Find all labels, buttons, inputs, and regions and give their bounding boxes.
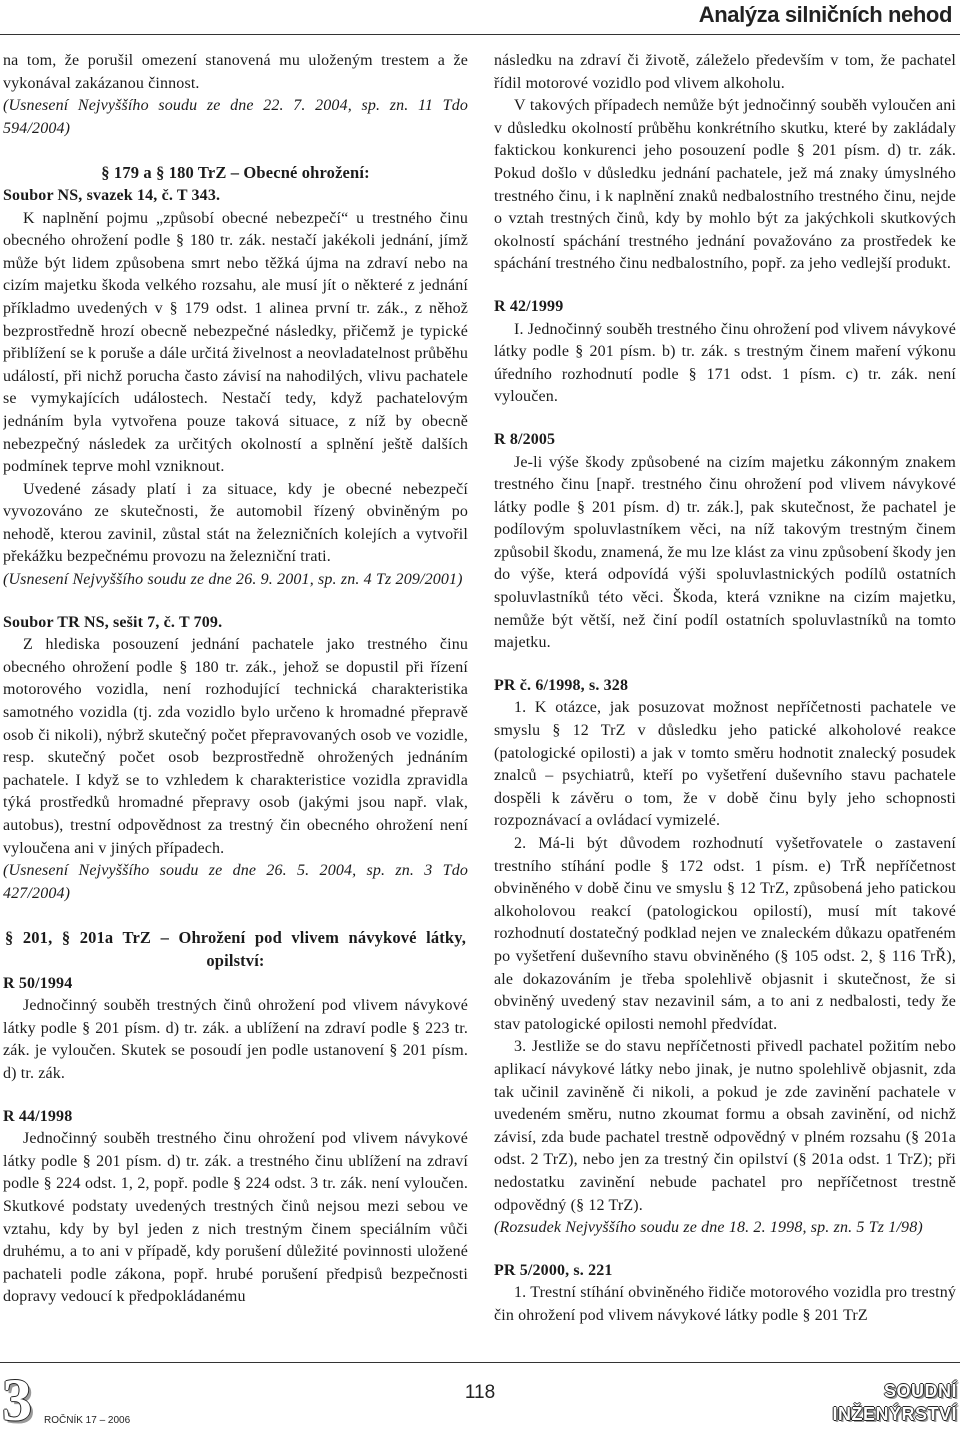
journal-title-line-2: INŽENÝRSTVÍ: [832, 1404, 957, 1424]
volume-label: ROČNÍK 17 – 2006: [44, 1415, 131, 1426]
section-heading: § 201, § 201a TrZ – Ohrožení pod vlivem návykové látky, opilství:: [5, 928, 466, 970]
citation: (Usnesení Nejvyššího soudu ze dne 26. 9. 2001, sp. zn. 4 Tz 209/2001): [3, 571, 463, 589]
paragraph: 3. Jestliže se do stavu nepříčetnosti přivedl pachatel požitím nebo aplikací návykové látky nebo jinak, je nutno spolehlivě objasnit, zda tak učinil zaviněně či nikoli, a pokud je zde zavinění pachatele v uvedeném směru, nutno zkoumat formu a obsah zavinění, od nichž závisí, zda bude pachatel trestně odpovědný v plném rozsahu (§ 201a odst. 2 TrZ), nebo jen za trestný čin opilství (§ 201a odst. 1 TrZ); při nedostatku zavinění nebude pachatel pro nepříčetnost trestně odpovědný (§ 12 TrZ).: [494, 1038, 956, 1214]
paragraph: 1. Trestní stíhání obviněného řidiče motorového vozidla pro trestný čin ohrožení pod vlivem návykové látky podle § 201 TrZ: [494, 1284, 956, 1324]
paragraph: 1. K otázce, jak posuzovat možnost nepříčetnosti pachatele ve smyslu § 12 TrZ v důsledku jeho patické alkoholové reakce (patologické opilosti) a jak v tomto směru hodnotit znalecký posudek znalců – psychiatrů, kteří po vyšetření duševního stavu pachatele dospěli k závěru o tom, že v době činu byly jeho schopnosti rozpoznávací a ovládací vymizelé.: [494, 699, 956, 830]
paragraph: 2. Má-li být důvodem rozhodnutí vyšetřovatele o zastavení trestního stíhání podle § 172 odst. 1 písm. e) TrŘ nepříčetnost obviněného v době činu ve smyslu § 12 TrZ, způsobená jeho patickou alkoholovou reakcí (patologickou opilostí), musí mít takové rozhodnutí dostatečný podklad nejen ve znaleckém důkazu opatřeném po vyšetření duševního stavu obviněného (§ 105 odst. 2, § 116 TrŘ), ale dokazováním je třeba spolehlivě objasnit i skutečnost, že si obviněný uvedený stav nezavinil sám, a to ani z nedbalosti, tedy že stav patologické opilosti nemohl předvídat.: [494, 835, 956, 1033]
header-rule: [0, 34, 960, 35]
source-heading: Soubor TR NS, sešit 7, č. T 709.: [3, 613, 223, 631]
source-heading: R 42/1999: [494, 297, 564, 315]
paragraph: I. Jednočinný souběh trestného činu ohrožení pod vlivem návykové látky podle § 201 písm. b) tr. zák. s trestným činem maření výkonu úředního rozhodnutí podle § 171 odst. 1 písm. c) tr. zák. není vyloučen.: [494, 320, 956, 406]
paragraph: K naplnění pojmu „způsobí obecné nebezpečí“ u trestného činu obecného ohrožení podle § 180 tr. zák. nestačí jakékoli jednání, jímž může být lidem způsobena smrt nebo těžká újma na zdraví nebo na cizím majetku škoda velkého rozsahu, ale musí jít o některé z jednání příkladmo uvedených v § 179 odst. 1 alinea první tr. zák., z něhož bezprostředně hrozí obecně nebezpečné následky, přičemž je typické přiblížení se k poruše a dále určitá živelnost a neovladatelnost průběhu událostí, při nichž porucha často závisí na nahodilých, vlivu pachatele se vymykajících událostech. Nestačí tedy, když pachatelovým jednáním byla vytvořena pouze taková situace, z níž by obecně nebezpečný následek za určitých okolností a splnění ještě dalších podmínek teprve mohl vzniknout.: [3, 209, 468, 476]
section-heading: § 179 a § 180 TrZ – Obecné ohrožení:: [101, 163, 370, 183]
journal-title: [832, 1380, 957, 1426]
source-heading: PR č. 6/1998, s. 328: [494, 676, 629, 694]
paragraph: Je-li výše škody způsobené na cizím majetku zákonným znakem trestného činu [např. trestného činu ohrožení pod vlivem návykové látky podle § 201 písm. d) tr. zák.], pak skutečnost, že pachatel je podílovým spoluvlastníkem věci, na níž takovým trestným činem způsobil škodu, znamená, že mu lze klást za vinu způsobení škody jen do výše, která odpovídá výši spoluvlastnických podílů ostatních spoluvlastníků této věci. Škoda, která vznikne na cizím majetku, nemůže být větší, než činí podíl ostatních spoluvlastníků na tomto majetku.: [494, 453, 956, 652]
source-heading: R 44/1998: [3, 1107, 73, 1125]
paragraph: Jednočinný souběh trestného činu ohrožení pod vlivem návykové látky podle § 201 písm. d) tr. zák. a trestného činu ublížení na zdraví podle § 224 odst. 1, 2, popř. podle § 224 odst. 3 tr. zák. není vyloučen. Skutkové podstaty uvedených trestných činů nejsou mezi sebou ve vztahu, kdy by byl jeden z nich trestným činem speciálním vůči druhému, a to ani v případě, kdy porušení důležité povinnosti uložené pachateli podle zákona, popř. hrubé porušení předpisů bezpečnosti dopravy vedoucí k předpokládanému: [3, 1130, 468, 1306]
citation: (Usnesení Nejvyššího soudu ze dne 22. 7. 2004, sp. zn. 11 Tdo 594/2004): [3, 97, 468, 137]
paragraph: V takových případech nemůže být jednočinný souběh vyloučen ani v důsledku okolností průběhu konkrétního skutku, které by zakládaly faktickou konkurenci jeho posouzení podle § 201 písm. d) tr. zák. Pokud došlo v důsledku jednání pachatele, jež má znaky úmyslného trestného činu, i k naplnění znaků nedbalostního trestného činu, nejde o vztah trestných činů, kdy by mohlo být za jakýchkoli skutkových okolností spáchání trestného jednání považováno za prostředek ke spáchání trestného činu nedbalostního, popř. za jeho vedlejší produkt.: [494, 97, 956, 273]
source-heading: Soubor NS, svazek 14, č. T 343.: [3, 186, 221, 204]
right-column: [494, 50, 956, 1327]
paragraph: Uvedené zásady platí i za situace, kdy je obecné nebezpečí vyvozováno ze skutečnosti, že automobil řízený obviněným po nehodě, kterou zavinil, zůstal stát na železničních kolejích a vytvořil překážku bezpečnému provozu na železniční trati.: [3, 480, 468, 566]
left-column: [3, 50, 468, 1309]
source-heading: PR 5/2000, s. 221: [494, 1261, 613, 1279]
source-heading: R 50/1994: [3, 974, 73, 992]
running-head: Analýza silničních nehod: [698, 2, 952, 27]
journal-logo: 3: [2, 1367, 32, 1433]
footer-rule: [0, 1362, 960, 1363]
citation: (Usnesení Nejvyššího soudu ze dne 26. 5. 2004, sp. zn. 3 Tdo 427/2004): [3, 862, 468, 902]
page-number: 118: [464, 1382, 496, 1403]
source-heading: R 8/2005: [494, 430, 556, 448]
paragraph: na tom, že porušil omezení stanovená mu uloženým trestem a že vykonával zakázanou činnost.: [3, 52, 468, 92]
paragraph: následku na zdraví či životě, záleželo především v tom, že pachatel řídil motorové vozidlo pod vlivem alkoholu.: [494, 52, 956, 92]
citation: (Rozsudek Nejvyššího soudu ze dne 18. 2. 1998, sp. zn. 5 Tz 1/98): [494, 1219, 923, 1237]
journal-title-line-1: SOUDNÍ: [883, 1381, 957, 1401]
paragraph: Jednočinný souběh trestných činů ohrožení pod vlivem návykové látky podle § 201 písm. d) tr. zák. a ublížení na zdraví podle § 223 tr. zák. je vyloučen. Skutek se posoudí jen podle ustanovení § 201 písm. d) tr. zák.: [3, 997, 468, 1082]
paragraph: Z hlediska posouzení jednání pachatele jako trestného činu obecného ohrožení podle § 180 tr. zák., jehož se dopustil při řízení motorového vozidla, není rozhodující technická charakteristika samotného vozidla (tj. zda vozidlo bylo určeno k hromadné přepravě osob či nikoli), nýbrž skutečný počet přepravovaných osob ve vozidle, resp. skutečný počet osob bezprostředně ohrožených jednáním pachatele. I když se to vzhledem k charakteristice vozidla zpravidla týká prostředků hromadné přepravy osob (jakými jsou např. vlak, autobus), trestní odpovědnost za trestný čin obecného ohrožení není vyloučena ani v jiných případech.: [3, 636, 468, 857]
